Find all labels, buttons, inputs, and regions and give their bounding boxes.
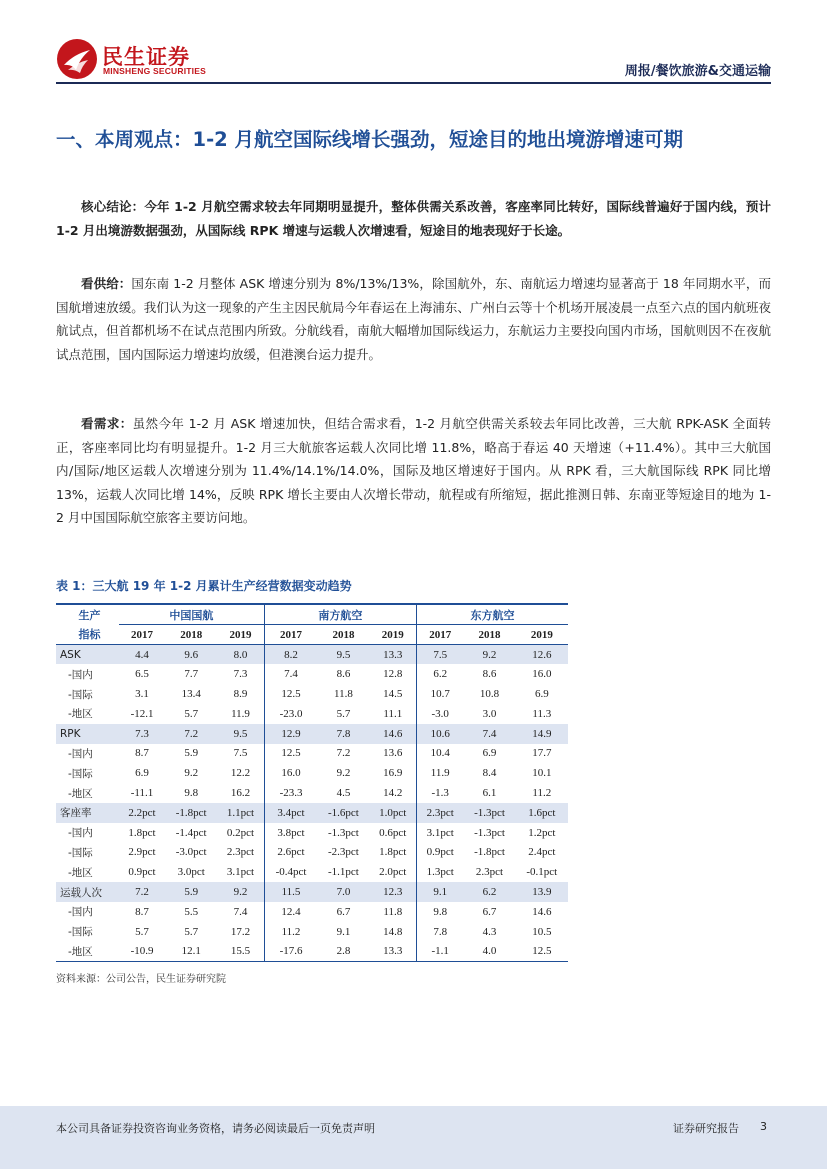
table-header-years bbox=[56, 625, 568, 645]
table-cell: 15.5 bbox=[230, 945, 251, 958]
table-row bbox=[56, 744, 568, 764]
table-row bbox=[56, 922, 568, 942]
year-header: 2018 bbox=[165, 625, 217, 645]
table-cell: 5.9 bbox=[165, 882, 217, 902]
logo-text-en: MINSHENG SECURITIES bbox=[103, 66, 206, 76]
header-divider bbox=[56, 82, 771, 84]
year-header: 2017 bbox=[416, 625, 463, 645]
demand-paragraph bbox=[56, 412, 771, 530]
table-cell: 2.3pct bbox=[226, 846, 255, 859]
table-cell: -1.3pct bbox=[474, 826, 505, 839]
table-row bbox=[56, 862, 568, 882]
table-row bbox=[56, 704, 568, 724]
table-cell: -1.3pct bbox=[463, 803, 515, 823]
footer-doc-type: 证券研究报告 bbox=[673, 1122, 739, 1135]
table-cell: 2.0pct bbox=[379, 866, 407, 879]
table-cell: 2.9pct bbox=[128, 846, 156, 859]
table-cell: -23.0 bbox=[264, 704, 317, 724]
table-cell: 4.3 bbox=[482, 925, 497, 938]
table-cell: 1.3pct bbox=[416, 862, 463, 882]
table-cell: 10.7 bbox=[416, 684, 463, 704]
row-label: RPK bbox=[56, 724, 119, 744]
table-cell: 2.4pct bbox=[528, 846, 556, 859]
table-cell: -23.3 bbox=[264, 783, 317, 803]
table-cell: 11.9 bbox=[416, 763, 463, 783]
section-title: 一、本周观点：1-2 月航空国际线增长强劲，短途目的地出境游增速可期 bbox=[56, 128, 684, 151]
table-cell: 14.6 bbox=[370, 724, 417, 744]
table-cell: 12.5 bbox=[264, 744, 317, 764]
table-row bbox=[56, 823, 568, 843]
supply-text: 国东南 1-2 月整体 ASK 增速分别为 8%/13%/13%，除国航外，东、南航运力增速均显著高于 18 年同期水平，而国航增速放缓。我们认为这一现象的产生主因民航局今年春运在上海浦东、广州白云等十个机场开展凌晨一点至六点的国内航班夜航试点，但首都机场不在试点范围内所致。分航线看，南航大幅增加国际线运力，东航运力主要投向国内市场，国航则因不在夜航试点范围，国内国际运力增速均放缓，但港澳台运力提升。 bbox=[56, 276, 771, 362]
table-cell: 11.1 bbox=[383, 707, 403, 720]
minsheng-logo-icon bbox=[56, 38, 98, 80]
corner-label-top: 生产 bbox=[78, 608, 101, 622]
table-cell: 13.6 bbox=[383, 747, 403, 760]
table-cell: 9.2 bbox=[463, 645, 515, 665]
table-cell: 2.3pct bbox=[475, 866, 504, 879]
corner-label-bottom: 指标 bbox=[56, 625, 119, 645]
table-cell: 7.2 bbox=[336, 747, 351, 760]
table-cell: -0.4pct bbox=[264, 862, 317, 882]
row-label: -国际 bbox=[68, 926, 93, 939]
table-cell: 9.1 bbox=[416, 882, 463, 902]
table-cell: 5.5 bbox=[184, 905, 199, 918]
table-cell: 5.7 bbox=[336, 707, 351, 720]
table-cell: 12.6 bbox=[516, 645, 568, 665]
table-cell: 4.4 bbox=[119, 645, 165, 665]
supply-paragraph bbox=[56, 272, 771, 366]
table-cell: 3.8pct bbox=[264, 823, 317, 843]
table-cell: 8.9 bbox=[233, 688, 248, 701]
table-cell: 9.6 bbox=[165, 645, 217, 665]
row-label: -国内 bbox=[68, 668, 93, 681]
table-row bbox=[56, 684, 568, 704]
airline-data-table bbox=[56, 605, 568, 961]
row-label: -地区 bbox=[68, 866, 93, 879]
table-cell: 0.2pct bbox=[226, 826, 255, 839]
table-cell: 6.2 bbox=[416, 664, 463, 684]
table-cell: -1.8pct bbox=[165, 803, 217, 823]
table-cell: 6.1 bbox=[482, 787, 497, 800]
table-cell: 16.2 bbox=[230, 787, 251, 800]
data-table-wrapper bbox=[56, 603, 568, 962]
table-cell: 12.8 bbox=[383, 668, 403, 681]
supply-lead: 看供给： bbox=[81, 276, 132, 291]
airline-header-air-china: 中国国航 bbox=[119, 605, 264, 625]
table-row bbox=[56, 724, 568, 744]
table-cell: 7.5 bbox=[416, 645, 463, 665]
table-cell: -3.0pct bbox=[175, 846, 207, 859]
table-cell: 0.9pct bbox=[128, 866, 156, 879]
table-cell: 5.7 bbox=[135, 925, 149, 938]
table-cell: 8.2 bbox=[264, 645, 317, 665]
table-cell: 2.3pct bbox=[416, 803, 463, 823]
table-cell: 7.8 bbox=[416, 922, 463, 942]
table-cell: 10.8 bbox=[479, 688, 500, 701]
table-cell: 8.0 bbox=[217, 645, 264, 665]
table-cell: 10.6 bbox=[416, 724, 463, 744]
table-cell: 9.2 bbox=[184, 767, 199, 780]
row-label: -国际 bbox=[68, 846, 93, 859]
demand-lead: 看需求： bbox=[81, 416, 133, 431]
table-cell: 14.9 bbox=[516, 724, 568, 744]
table-cell: 7.4 bbox=[233, 905, 248, 918]
table-row bbox=[56, 843, 568, 863]
year-header: 2018 bbox=[317, 625, 369, 645]
table-cell: 6.9 bbox=[534, 688, 549, 701]
row-label: -地区 bbox=[68, 708, 93, 721]
table-cell: 12.5 bbox=[532, 945, 552, 958]
table-cell: 6.9 bbox=[135, 767, 149, 780]
table-cell: 8.7 bbox=[135, 905, 149, 918]
table-cell: 11.8 bbox=[383, 905, 403, 918]
table-row bbox=[56, 783, 568, 803]
table-row bbox=[56, 803, 568, 823]
table-cell: 11.3 bbox=[532, 707, 552, 720]
table-row bbox=[56, 882, 568, 902]
table-cell: -1.3 bbox=[416, 783, 463, 803]
table-source-note: 资料来源：公司公告，民生证券研究院 bbox=[56, 974, 226, 985]
row-label: ASK bbox=[56, 645, 119, 665]
table-cell: 12.2 bbox=[230, 767, 251, 780]
table-cell: 13.9 bbox=[516, 882, 568, 902]
table-cell: 9.8 bbox=[416, 902, 463, 922]
table-row bbox=[56, 645, 568, 665]
row-label: -国内 bbox=[68, 906, 93, 919]
table-cell: 3.1 bbox=[135, 688, 149, 701]
table-cell: -17.6 bbox=[264, 942, 317, 962]
table-cell: 12.3 bbox=[370, 882, 417, 902]
table-cell: 14.8 bbox=[383, 925, 403, 938]
row-label: -地区 bbox=[68, 945, 93, 958]
table-cell: 7.4 bbox=[264, 664, 317, 684]
table-cell: -11.1 bbox=[130, 787, 154, 800]
table-cell: -2.3pct bbox=[328, 846, 359, 859]
table-cell: 9.5 bbox=[217, 724, 264, 744]
row-label: -国内 bbox=[68, 747, 93, 760]
table-cell: 9.2 bbox=[217, 882, 264, 902]
table-header-airlines bbox=[56, 605, 568, 625]
page-number: 3 bbox=[760, 1120, 767, 1133]
table-cell: 8.6 bbox=[336, 668, 351, 681]
table-cell: 1.0pct bbox=[370, 803, 417, 823]
table-cell: -1.1pct bbox=[328, 866, 359, 879]
table-cell: 7.0 bbox=[317, 882, 369, 902]
table-cell: 9.5 bbox=[317, 645, 369, 665]
row-label: -地区 bbox=[68, 787, 93, 800]
table-cell: 1.1pct bbox=[217, 803, 264, 823]
table-cell: 17.2 bbox=[230, 925, 251, 938]
table-cell: 4.0 bbox=[482, 945, 497, 958]
table-row bbox=[56, 664, 568, 684]
table-cell: 6.7 bbox=[482, 905, 497, 918]
year-header: 2017 bbox=[264, 625, 317, 645]
table-cell: 8.6 bbox=[482, 668, 497, 681]
table-cell: 11.5 bbox=[264, 882, 317, 902]
table-cell: 7.7 bbox=[184, 668, 199, 681]
table-cell: 6.2 bbox=[463, 882, 515, 902]
table-cell: -1.8pct bbox=[474, 846, 505, 859]
table-cell: 7.4 bbox=[463, 724, 515, 744]
table-cell: 12.5 bbox=[264, 684, 317, 704]
table-cell: -1.4pct bbox=[175, 826, 207, 839]
table-cell: 5.7 bbox=[184, 925, 199, 938]
table-cell: 16.9 bbox=[383, 767, 403, 780]
table-cell: 7.2 bbox=[119, 882, 165, 902]
row-label: 客座率 bbox=[56, 803, 119, 823]
table-cell: 11.2 bbox=[532, 787, 552, 800]
table-cell: 3.0 bbox=[482, 707, 497, 720]
table-cell: 10.4 bbox=[416, 744, 463, 764]
table-cell: 10.5 bbox=[532, 925, 552, 938]
table-cell: 3.1pct bbox=[416, 823, 463, 843]
table-cell: 6.5 bbox=[135, 668, 149, 681]
table-cell: -0.1pct bbox=[526, 866, 558, 879]
table-cell: 7.5 bbox=[233, 747, 248, 760]
table-cell: 0.6pct bbox=[379, 826, 407, 839]
table-row bbox=[56, 902, 568, 922]
table-cell: 3.0pct bbox=[177, 866, 205, 879]
table-cell: 13.4 bbox=[181, 688, 201, 701]
row-label: -国内 bbox=[68, 827, 93, 840]
table-cell: 7.3 bbox=[233, 668, 248, 681]
table-row bbox=[56, 763, 568, 783]
footer-disclaimer: 本公司具备证券投资咨询业务资格，请务必阅读最后一页免责声明 bbox=[56, 1122, 375, 1135]
table-cell: -12.1 bbox=[130, 707, 154, 720]
table-cell: 7.3 bbox=[119, 724, 165, 744]
table-cell: 2.8 bbox=[336, 945, 351, 958]
table-cell: -1.3pct bbox=[328, 826, 359, 839]
demand-text: 虽然今年 1-2 月 ASK 增速加快，但结合需求看，1-2 月航空供需关系较去年同比改善，三大航 RPK-ASK 全面转正，客座率同比均有明显提升。1-2 月三大航旅客运载人次同比增 11.8%，略高于春运 40 天增速（+11.4%）。其中三大航国内/国际/地区运载人次增速分别为 11.4%/14.1%/14.0%，国际及地区增速好于国内。从 RPK 看，三大航国际线 RPK 同比增 13%，运载人次同比增 14%，反映 RPK 增长主要由人次增长带动，航程或有所缩短，据此推测日韩、东南亚等短途目的地为 1-2 月中国国际航空旅客主要访问地。 bbox=[56, 416, 771, 525]
table-cell: 14.2 bbox=[383, 787, 403, 800]
airline-header-china-eastern: 东方航空 bbox=[416, 605, 568, 625]
airline-header-china-southern: 南方航空 bbox=[264, 605, 416, 625]
table-cell: 13.3 bbox=[383, 945, 403, 958]
row-label: 运载人次 bbox=[56, 882, 119, 902]
table-cell: -1.1 bbox=[416, 942, 463, 962]
table-cell: 9.8 bbox=[184, 787, 199, 800]
year-header: 2019 bbox=[370, 625, 417, 645]
table-cell: 5.7 bbox=[184, 707, 199, 720]
table-cell: 7.8 bbox=[317, 724, 369, 744]
year-header: 2017 bbox=[119, 625, 165, 645]
company-logo bbox=[56, 38, 216, 80]
table-cell: 2.2pct bbox=[119, 803, 165, 823]
table-cell: 9.1 bbox=[336, 925, 351, 938]
report-category: 周报/餐饮旅游&交通运输 bbox=[624, 64, 771, 79]
table-cell: 11.9 bbox=[231, 707, 250, 720]
table-cell: 6.7 bbox=[336, 905, 351, 918]
table-cell: -1.6pct bbox=[317, 803, 369, 823]
table-cell: 12.9 bbox=[264, 724, 317, 744]
year-header: 2019 bbox=[516, 625, 568, 645]
table-cell: 2.6pct bbox=[264, 843, 317, 863]
table-cell: 3.4pct bbox=[264, 803, 317, 823]
table-cell: 6.9 bbox=[482, 747, 497, 760]
table-cell: -10.9 bbox=[130, 945, 154, 958]
table-cell: 11.8 bbox=[334, 688, 353, 701]
table-cell: 16.0 bbox=[532, 668, 552, 681]
table-cell: 17.7 bbox=[532, 747, 552, 760]
core-conclusion-paragraph: 核心结论：今年 1-2 月航空需求较去年同期明显提升，整体供需关系改善，客座率同比转好，国际线普遍好于国内线，预计 1-2 月出境游数据强劲，从国际线 RPK 增速与运载人次增速看，短途目的地表现好于长途。 bbox=[56, 199, 771, 238]
logo-text-cn: 民生证券 bbox=[102, 45, 190, 69]
table-cell: 11.2 bbox=[264, 922, 317, 942]
table-cell: 14.5 bbox=[383, 688, 403, 701]
row-label: -国际 bbox=[68, 688, 93, 701]
table-cell: 8.4 bbox=[482, 767, 497, 780]
row-label: -国际 bbox=[68, 767, 93, 780]
table-row bbox=[56, 942, 568, 962]
table-cell: 12.1 bbox=[181, 945, 201, 958]
table-cell: 1.8pct bbox=[379, 846, 407, 859]
table-cell: 9.2 bbox=[336, 767, 351, 780]
table-cell: 0.9pct bbox=[416, 843, 463, 863]
table-cell: 5.9 bbox=[184, 747, 199, 760]
table-cell: 4.5 bbox=[336, 787, 351, 800]
table-cell: 8.7 bbox=[135, 747, 149, 760]
table-cell: 16.0 bbox=[264, 763, 317, 783]
year-header: 2018 bbox=[463, 625, 515, 645]
table-cell: 1.2pct bbox=[528, 826, 556, 839]
table-cell: 1.8pct bbox=[128, 826, 156, 839]
table-cell: 12.4 bbox=[264, 902, 317, 922]
table-caption: 表 1：三大航 19 年 1-2 月累计生产经营数据变动趋势 bbox=[56, 579, 352, 593]
table-cell: 1.6pct bbox=[516, 803, 568, 823]
table-cell: 7.2 bbox=[165, 724, 217, 744]
table-cell: 10.1 bbox=[532, 767, 552, 780]
table-cell: 3.1pct bbox=[226, 866, 255, 879]
page-footer bbox=[0, 1106, 827, 1169]
table-cell: 14.6 bbox=[532, 905, 552, 918]
table-cell: 13.3 bbox=[370, 645, 417, 665]
table-cell: -3.0 bbox=[416, 704, 463, 724]
page-header bbox=[56, 38, 771, 82]
year-header: 2019 bbox=[217, 625, 264, 645]
